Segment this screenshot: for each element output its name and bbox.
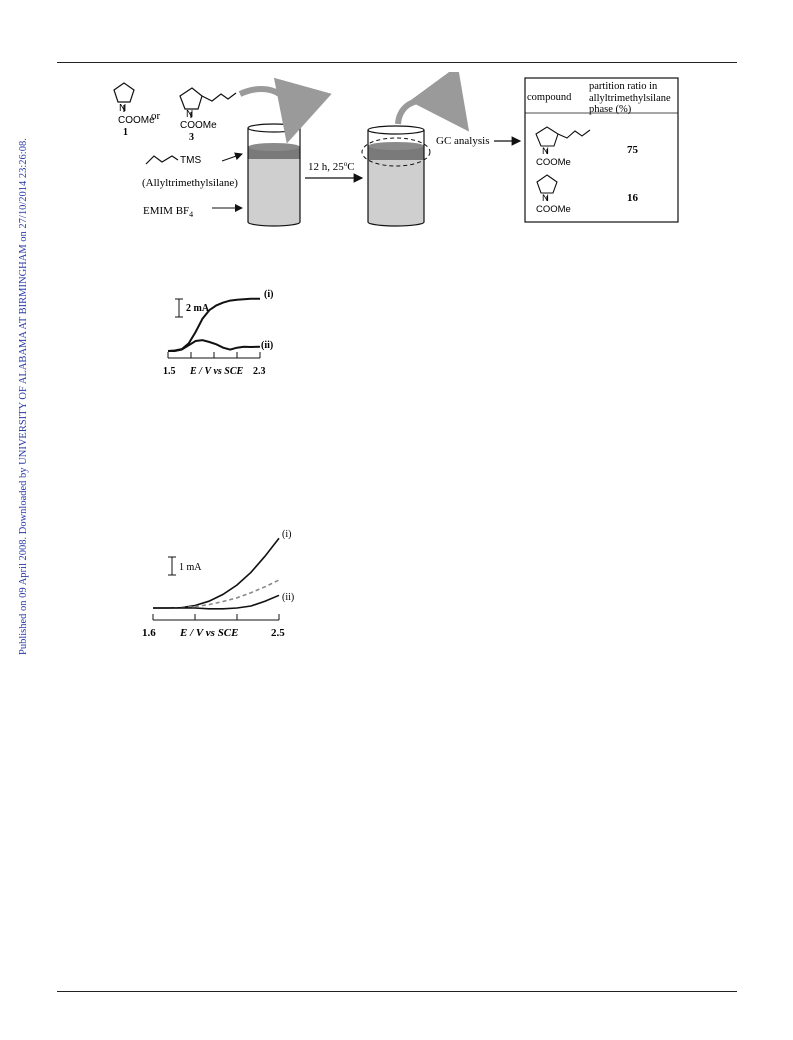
chart2-scale-label: 1 mA bbox=[179, 562, 202, 573]
bottom-rule bbox=[57, 991, 737, 992]
table-row1-value: 75 bbox=[627, 144, 638, 156]
chart1-scale-bar bbox=[175, 299, 183, 317]
table-row1-carbamate: COOMe bbox=[536, 157, 571, 168]
chart1-series-line-2 bbox=[168, 340, 260, 351]
chart1-tick-label-start: 1.5 bbox=[163, 366, 176, 377]
chart2-tick-label-end: 2.5 bbox=[271, 627, 285, 639]
download-notice[interactable] bbox=[5, 125, 29, 655]
table-row2-n: N bbox=[542, 193, 549, 204]
chart2-scale-bar bbox=[168, 557, 176, 575]
compound-1-carbamate: COOMe bbox=[118, 115, 155, 126]
extraction-scheme bbox=[100, 72, 690, 247]
chart1-series-i-label: (i) bbox=[264, 289, 274, 300]
table-row2-carbamate: COOMe bbox=[536, 204, 571, 215]
chart1-xlabel: E / V vs SCE bbox=[190, 366, 244, 377]
allyltrimethylsilane-structure bbox=[146, 156, 178, 164]
compound-1-label: 1 bbox=[123, 127, 128, 138]
table-header-compound: compound bbox=[527, 92, 572, 103]
table-header-ratio-3: phase (%) bbox=[589, 104, 632, 115]
chart2-series-line-2 bbox=[153, 580, 279, 608]
tms-label: TMS bbox=[180, 155, 202, 166]
beaker-2 bbox=[362, 126, 430, 226]
chart1-series-ii-label: (ii) bbox=[261, 340, 274, 351]
chart2-series-i-label: (i) bbox=[282, 529, 292, 540]
chart1-tick-label-end: 2.3 bbox=[253, 366, 266, 377]
chart2-series-ii-label: (ii) bbox=[282, 592, 295, 603]
table-row2-value: 16 bbox=[627, 192, 638, 204]
table-header-ratio-2: allyltrimethylsilane bbox=[589, 93, 671, 104]
voltammogram-1 bbox=[160, 280, 290, 380]
chart2-xlabel: E / V vs SCE bbox=[180, 627, 239, 639]
sampling-curved-arrow bbox=[398, 100, 462, 124]
compound-3-n: N bbox=[186, 109, 194, 120]
download-notice-text[interactable]: Published on 09 April 2008. Downloaded by UNIVERSITY OF ALABAMA AT BIRMINGHAM on 27/10/2014 23:26:08. bbox=[18, 138, 29, 655]
compound-1-n: N bbox=[119, 103, 127, 114]
table-row1-n: N bbox=[542, 146, 549, 157]
beaker-1 bbox=[248, 124, 300, 226]
compound-3-carbamate: COOMe bbox=[180, 120, 217, 131]
chart1-scale-label: 2 mA bbox=[186, 303, 210, 314]
ionic-liquid-label: EMIM $BF_4$ bbox=[143, 205, 194, 219]
gc-analysis-label: GC analysis bbox=[436, 135, 490, 147]
top-rule bbox=[57, 62, 737, 63]
tms-arrow bbox=[222, 154, 242, 161]
chart2-tick-label-start: 1.6 bbox=[142, 627, 156, 639]
conditions-label: 12 h, 25$^o$C bbox=[308, 160, 355, 173]
allyltrimethylsilane-name: (Allyltrimethylsilane) bbox=[142, 177, 238, 189]
table-header-ratio-1: partition ratio in bbox=[589, 81, 658, 92]
or-word: or bbox=[151, 110, 161, 122]
voltammogram-2 bbox=[138, 525, 298, 645]
compound-3-label: 3 bbox=[189, 132, 194, 143]
